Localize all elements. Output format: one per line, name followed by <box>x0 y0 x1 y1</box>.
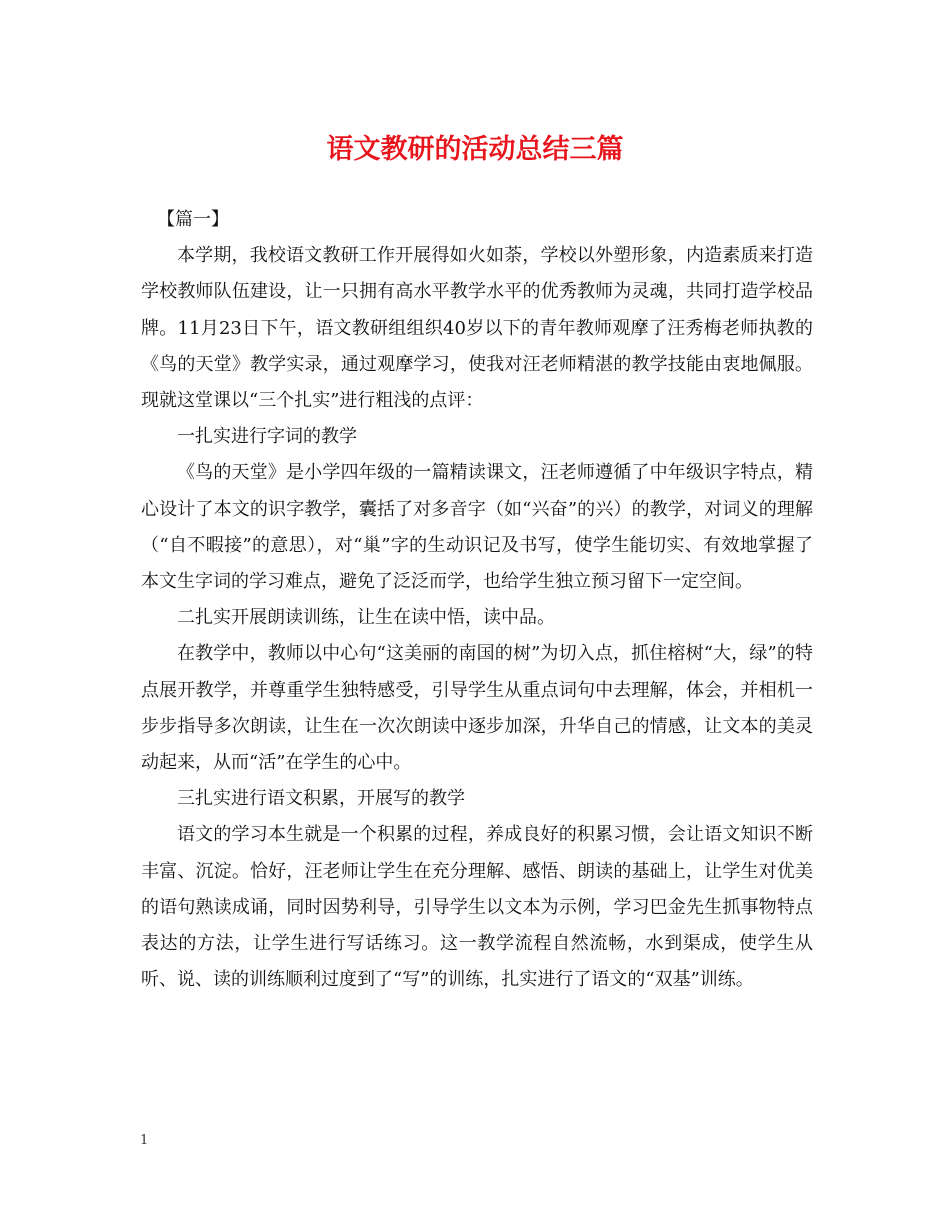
paragraph-writing: 语文的学习本生就是一个积累的过程，养成良好的积累习惯，会让语文知识不断丰富、沉淀。恰好，汪老师让学生在充分理解、感悟、朗读的基础上，让学生对优美的语句熟读成诵，同时因势利导，引导学生以文本为示例，学习巴金先生抓事物特点表达的方法，让学生进行写话练习。这一教学流程自然流畅，水到渠成，使学生从听、说、读的训练顺利过度到了“写”的训练，扎实进行了语文的“双基”训练。 <box>141 824 813 991</box>
section-heading-1: 【篇一】 <box>157 209 229 230</box>
subheading-3: 三扎实进行语文积累，开展写的教学 <box>177 788 465 810</box>
subheading-2: 二扎实开展朗读训练，让生在读中悟，读中品。 <box>177 607 555 629</box>
paragraph-reading: 在教学中，教师以中心句“这美丽的南国的树”为切入点，抓住榕树“大，绿”的特点展开教学，并尊重学生独特感受，引导学生从重点词句中去理解，体会，并相机一步步指导多次朗读，让生在一次次朗读中逐步加深，升华自己的情感，让文本的美灵动起来，从而“活”在学生的心中。 <box>141 643 813 774</box>
page-number: 1 <box>140 1133 149 1148</box>
paragraph-vocabulary: 《鸟的天堂》是小学四年级的一篇精读课文，汪老师遵循了中年级识字特点，精心设计了本文的识字教学，囊括了对多音字（如“兴奋”的兴）的教学，对词义的理解（“自不暇接”的意思），对“巢”字的生动识记及书写，使学生能切实、有效地掌握了本文生字词的学习难点，避免了泛泛而学，也给学生独立预习留下一定空间。 <box>141 462 813 593</box>
paragraph-intro: 本学期，我校语文教研工作开展得如火如荼，学校以外塑形象，内造素质来打造学校教师队伍建设，让一只拥有高水平教学水平的优秀教师为灵魂，共同打造学校品牌。11月23日下午，语文教研组组织40岁以下的青年教师观摩了汪秀梅老师执教的《鸟的天堂》教学实录，通过观摩学习，使我对汪老师精湛的教学技能由衷地佩服。现就这堂课以“三个扎实”进行粗浅的点评： <box>141 245 813 412</box>
subheading-1: 一扎实进行字词的教学 <box>177 426 357 448</box>
document-title: 语文教研的活动总结三篇 <box>326 134 624 165</box>
document-body <box>141 202 813 998</box>
